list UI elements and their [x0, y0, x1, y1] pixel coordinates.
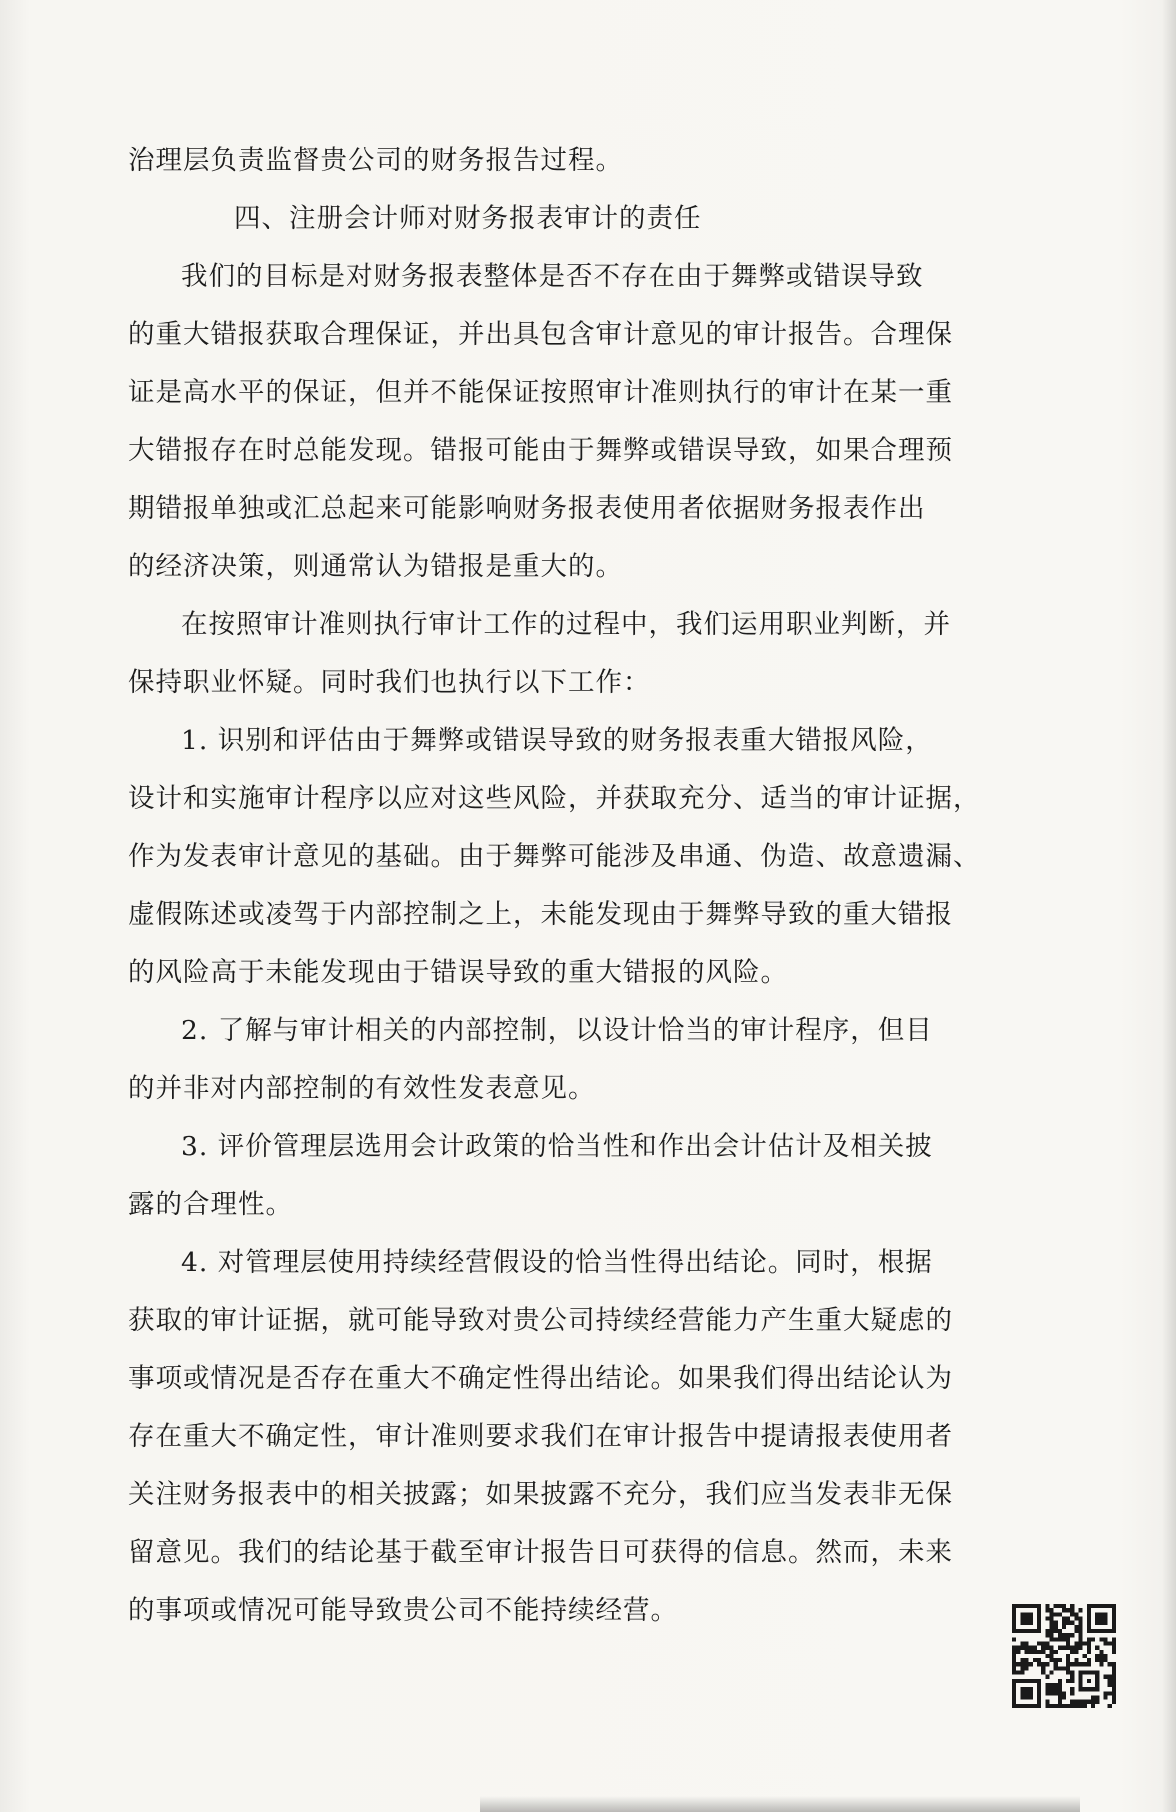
text-line: 1. 识别和评估由于舞弊或错误导致的财务报表重大错报风险，: [181, 725, 933, 756]
section-heading: [128, 190, 968, 248]
paragraph-governance: [128, 132, 968, 190]
text-line: 证是高水平的保证，但并不能保证按照审计准则执行的审计在某一重: [128, 377, 953, 408]
text-line: 虚假陈述或凌驾于内部控制之上，未能发现由于舞弊导致的重大错报: [128, 899, 953, 930]
text-line: 2. 了解与审计相关的内部控制，以设计恰当的审计程序，但目: [181, 1015, 933, 1046]
page-bottom-shadow: [480, 1796, 1080, 1812]
text-line: 的风险高于未能发现由于错误导致的重大错报的风险。: [128, 957, 788, 988]
text-line: 3. 评价管理层选用会计政策的恰当性和作出会计估计及相关披: [181, 1131, 933, 1162]
text-line: 的重大错报获取合理保证，并出具包含审计意见的审计报告。合理保: [128, 319, 953, 350]
text-line: 4. 对管理层使用持续经营假设的恰当性得出结论。同时，根据: [181, 1247, 933, 1278]
list-item-1: [128, 712, 981, 1002]
text-line: 获取的审计证据，就可能导致对贵公司持续经营能力产生重大疑虑的: [128, 1305, 953, 1336]
text-line: 治理层负责监督贵公司的财务报告过程。: [128, 145, 623, 176]
text-line: 期错报单独或汇总起来可能影响财务报表使用者依据财务报表作出: [128, 493, 926, 524]
text-line: 关注财务报表中的相关披露；如果披露不充分，我们应当发表非无保: [128, 1479, 953, 1510]
text-line: 的并非对内部控制的有效性发表意见。: [128, 1073, 596, 1104]
paragraph-procedures: [128, 596, 968, 712]
text-line: 设计和实施审计程序以应对这些风险，并获取充分、适当的审计证据，: [128, 783, 981, 814]
section-heading-text: 四、注册会计师对财务报表审计的责任: [234, 203, 702, 234]
qr-code-icon: [1012, 1604, 1116, 1708]
text-line: 存在重大不确定性，审计准则要求我们在审计报告中提请报表使用者: [128, 1421, 953, 1452]
text-line: 在按照审计准则执行审计工作的过程中，我们运用职业判断，并: [181, 609, 951, 640]
text-line: 大错报存在时总能发现。错报可能由于舞弊或错误导致，如果合理预: [128, 435, 953, 466]
document-body: [128, 132, 981, 1640]
text-line: 我们的目标是对财务报表整体是否不存在由于舞弊或错误导致: [181, 261, 924, 292]
page-edge-shadow: [1162, 0, 1176, 1812]
paragraph-objective: [128, 248, 968, 596]
list-item-3: [128, 1118, 968, 1234]
text-line: 的事项或情况可能导致贵公司不能持续经营。: [128, 1595, 678, 1626]
list-item-2: [128, 1002, 968, 1118]
text-line: 留意见。我们的结论基于截至审计报告日可获得的信息。然而，未来: [128, 1537, 953, 1568]
text-line: 作为发表审计意见的基础。由于舞弊可能涉及串通、伪造、故意遗漏、: [128, 841, 981, 872]
text-line: 的经济决策，则通常认为错报是重大的。: [128, 551, 623, 582]
text-line: 保持职业怀疑。同时我们也执行以下工作：: [128, 667, 651, 698]
text-line: 露的合理性。: [128, 1189, 293, 1220]
text-line: 事项或情况是否存在重大不确定性得出结论。如果我们得出结论认为: [128, 1363, 953, 1394]
list-item-4: [128, 1234, 968, 1640]
